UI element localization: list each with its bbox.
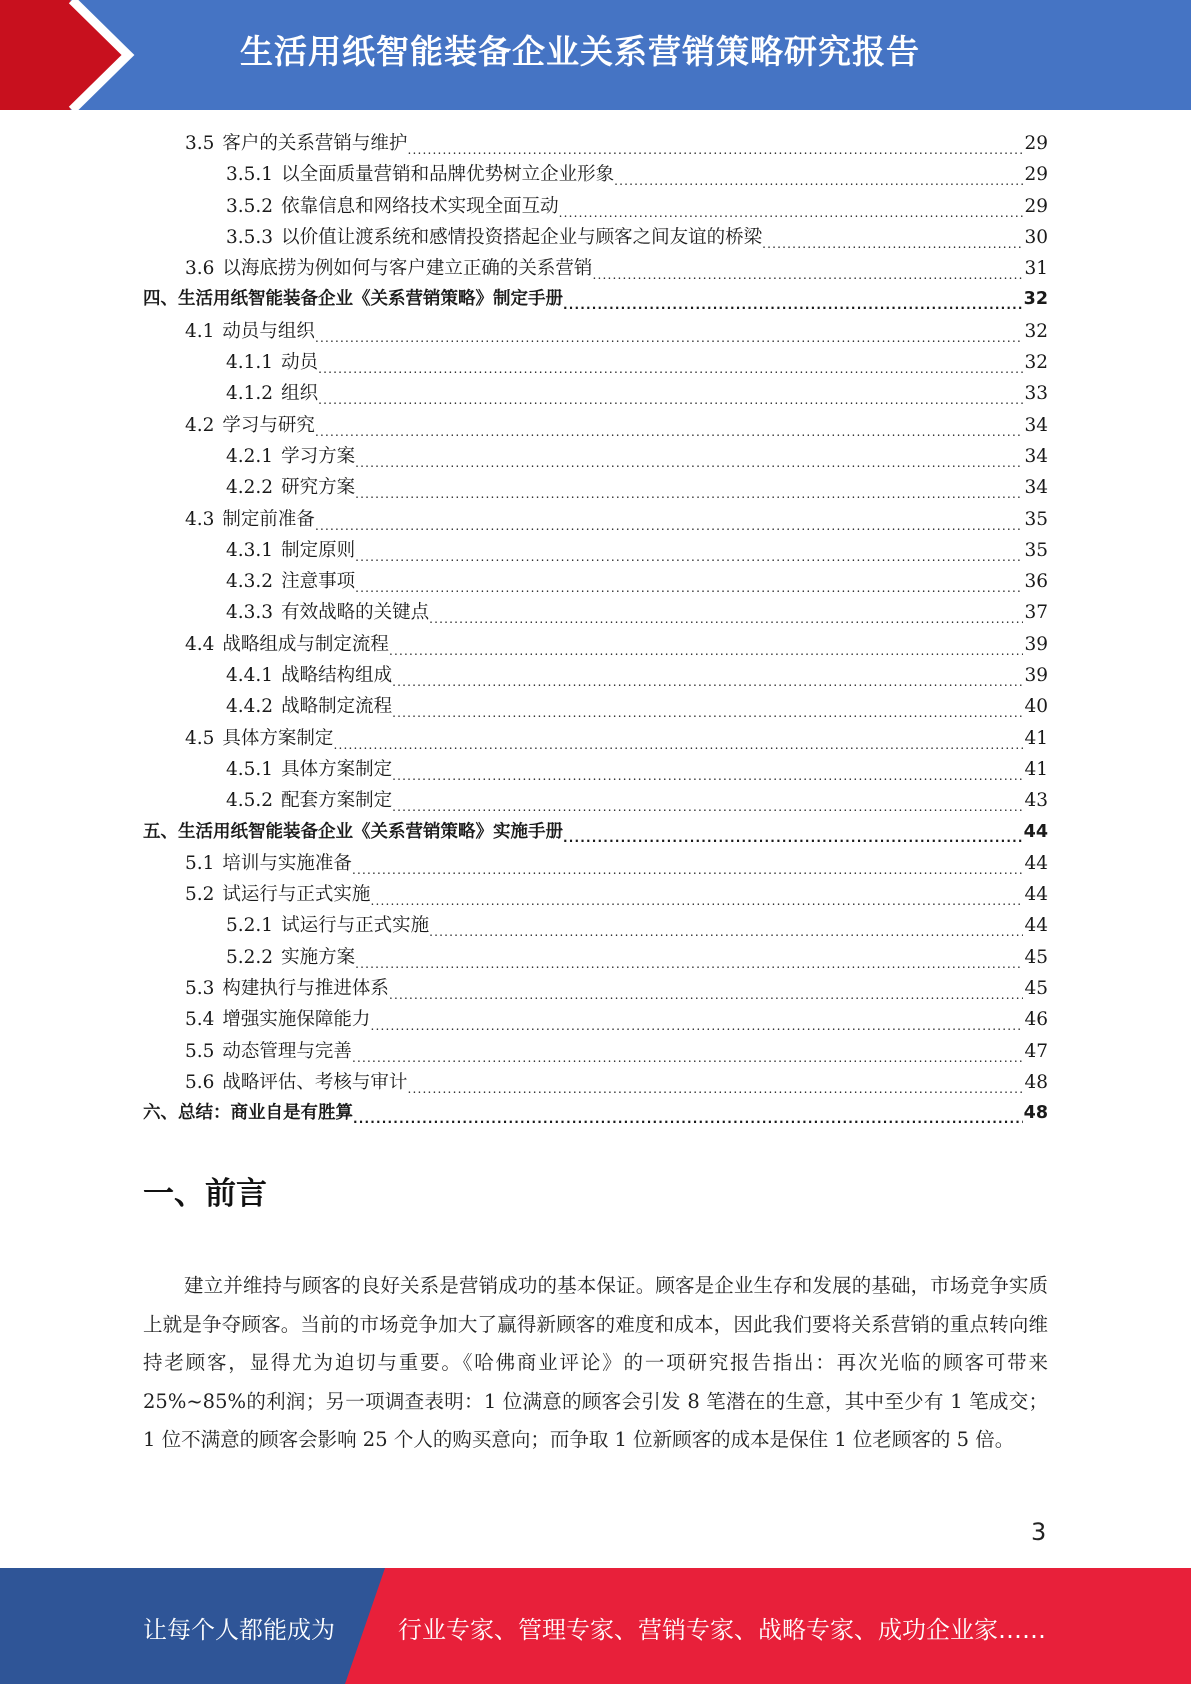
toc-entry[interactable] (143, 1098, 1048, 1129)
toc-entry-number: 5.2.1 (226, 915, 274, 937)
toc-entry-text: 注意事项 (281, 571, 356, 593)
toc-leader-dots (315, 321, 1024, 347)
toc-entry-page: 29 (1023, 159, 1048, 190)
toc-entry-text: 客户的关系营销与维护 (222, 133, 408, 154)
toc-entry-page: 32 (1023, 316, 1048, 347)
toc-entry[interactable] (143, 441, 1048, 472)
toc-entry-title (226, 942, 355, 973)
toc-leader-dots (614, 164, 1023, 190)
toc-entry-number: 3.5.2 (226, 195, 274, 217)
toc-leader-dots (389, 634, 1024, 660)
toc-entry-number: 3.5.1 (226, 164, 274, 186)
toc-entry[interactable] (143, 159, 1048, 190)
toc-entry[interactable] (143, 472, 1048, 503)
toc-entry[interactable] (143, 785, 1048, 816)
toc-entry-title (226, 754, 392, 785)
toc-entry-number: 4.3 (185, 508, 215, 530)
toc-entry-number: 5.6 (185, 1071, 215, 1093)
toc-entry-page: 32 (1023, 347, 1048, 378)
toc-entry-title (143, 1098, 353, 1129)
page-header (0, 0, 1191, 110)
toc-entry-text: 动员与组织 (222, 320, 315, 342)
toc-leader-dots (352, 853, 1024, 879)
toc-entry-text: 学习与研究 (222, 414, 315, 436)
toc-entry-number: 4.4 (185, 633, 215, 655)
toc-entry-page: 44 (1023, 910, 1048, 941)
toc-leader-dots (355, 571, 1023, 597)
toc-entry-title (185, 879, 370, 910)
toc-entry-number: 5.2.2 (226, 946, 274, 968)
toc-entry-text: 研究方案 (281, 477, 356, 499)
toc-entry-title (226, 159, 614, 190)
toc-entry-title (185, 629, 389, 660)
toc-leader-dots (563, 289, 1023, 315)
toc-entry-title (185, 1004, 370, 1035)
toc-entry-page: 39 (1023, 660, 1048, 691)
toc-entry-page: 45 (1023, 973, 1048, 1004)
toc-entry-page: 29 (1023, 128, 1048, 159)
toc-entry[interactable] (143, 410, 1048, 441)
toc-entry[interactable] (143, 754, 1048, 785)
toc-entry[interactable] (143, 378, 1048, 409)
toc-entry[interactable] (143, 817, 1048, 848)
toc-leader-dots (355, 446, 1023, 472)
toc-entry-title (226, 191, 559, 222)
toc-entry[interactable] (143, 222, 1048, 253)
toc-entry-text: 依靠信息和网络技术实现全面互动 (281, 195, 559, 217)
toc-entry-page: 34 (1023, 410, 1048, 441)
toc-entry-text: 以海底捞为例如何与客户建立正确的关系营销 (222, 258, 593, 280)
toc-entry-page: 33 (1023, 378, 1048, 409)
toc-entry-page: 43 (1023, 785, 1048, 816)
toc-entry[interactable] (143, 284, 1048, 315)
toc-entry-number: 3.6 (185, 258, 215, 280)
toc-entry-page: 44 (1023, 817, 1048, 848)
toc-entry-text: 四、生活用纸智能装备企业《关系营销策略》制定手册 (143, 289, 563, 310)
toc-entry-page: 37 (1023, 597, 1048, 628)
toc-entry[interactable] (143, 879, 1048, 910)
toc-leader-dots (370, 1009, 1023, 1035)
toc-entry[interactable] (143, 504, 1048, 535)
toc-entry-title (226, 597, 429, 628)
toc-entry-title (226, 691, 392, 722)
toc-entry-page: 48 (1023, 1098, 1048, 1129)
toc-leader-dots (315, 509, 1024, 535)
section-heading: 一、前言 (143, 1176, 267, 1212)
toc-entry[interactable] (143, 128, 1048, 159)
toc-entry-number: 4.4.2 (226, 696, 274, 718)
toc-entry-page: 36 (1023, 566, 1048, 597)
toc-entry-page: 34 (1023, 441, 1048, 472)
toc-entry[interactable] (143, 660, 1048, 691)
toc-entry[interactable] (143, 629, 1048, 660)
toc-leader-dots (318, 352, 1023, 378)
toc-entry-number: 5.2 (185, 884, 215, 906)
toc-entry[interactable] (143, 910, 1048, 941)
toc-leader-dots (392, 759, 1023, 785)
toc-entry-number: 4.2.1 (226, 445, 274, 467)
toc-entry-title (226, 378, 318, 409)
toc-entry[interactable] (143, 973, 1048, 1004)
page-number: 3 (1031, 1518, 1047, 1546)
toc-entry-page: 47 (1023, 1036, 1048, 1067)
toc-leader-dots (407, 133, 1023, 159)
toc-entry[interactable] (143, 1036, 1048, 1067)
toc-entry-title (185, 723, 333, 754)
toc-entry-page: 35 (1023, 504, 1048, 535)
toc-entry-text: 学习方案 (281, 445, 356, 467)
toc-leader-dots (392, 665, 1023, 691)
toc-entry-text: 动员 (281, 352, 319, 374)
toc-entry[interactable] (143, 1067, 1048, 1098)
toc-entry-number: 4.1.2 (226, 383, 274, 405)
toc-entry-page: 32 (1023, 284, 1048, 315)
toc-entry[interactable] (143, 597, 1048, 628)
toc-entry-title (185, 1036, 352, 1067)
toc-entry-number: 4.3.3 (226, 602, 274, 624)
toc-entry-title (226, 660, 392, 691)
toc-entry-page: 44 (1023, 848, 1048, 879)
toc-entry-page: 34 (1023, 472, 1048, 503)
toc-entry-title (185, 253, 592, 284)
toc-entry-page: 31 (1023, 253, 1048, 284)
toc-entry-text: 战略制定流程 (281, 696, 393, 718)
toc-entry-title (143, 284, 563, 315)
toc-leader-dots (355, 540, 1023, 566)
toc-leader-dots (353, 1103, 1023, 1129)
toc-leader-dots (559, 196, 1024, 222)
toc-leader-dots (592, 258, 1023, 284)
toc-entry-number: 4.5.1 (226, 758, 274, 780)
toc-leader-dots (355, 947, 1023, 973)
toc-entry-number: 4.5 (185, 727, 215, 749)
toc-leader-dots (429, 915, 1023, 941)
toc-entry-text: 具体方案制定 (281, 758, 393, 780)
toc-entry-number: 4.4.1 (226, 665, 274, 687)
toc-entry-page: 29 (1023, 191, 1048, 222)
toc-entry-title (226, 472, 355, 503)
toc-entry-page: 41 (1023, 754, 1048, 785)
toc-entry-text: 以全面质量营销和品牌优势树立企业形象 (281, 164, 615, 186)
toc-entry-number: 4.2 (185, 414, 215, 436)
header-title: 生活用纸智能装备企业关系营销策略研究报告 (240, 32, 920, 71)
toc-entry[interactable] (143, 347, 1048, 378)
toc-entry-text: 培训与实施准备 (222, 852, 352, 874)
toc-entry-page: 44 (1023, 879, 1048, 910)
toc-entry-number: 3.5.3 (226, 226, 274, 248)
toc-entry-number: 5.5 (185, 1040, 215, 1062)
toc-entry-text: 实施方案 (281, 946, 356, 968)
section-paragraph: 建立并维持与顾客的良好关系是营销成功的基本保证。顾客是企业生存和发展的基础，市场竞争实质上就是争夺顾客。当前的市场竞争加大了赢得新顾客的难度和成本，因此我们要将关系营销的重点转向维持老顾客，显得尤为迫切与重要。《哈佛商业评论》的一项研究报告指出：再次光临的顾客可带来 25%~85%的利润；另一项调查表明：1 位满意的顾客会引发 8 笔潜在的生意，其中至少有 1 笔成交；1 位不满意的顾客会影响 25 个人的购买意向；而争取 1 位新顾客的成本是保住 1 位老顾客的 5 倍。 (143, 1274, 1048, 1451)
toc-entry-page: 48 (1023, 1067, 1048, 1098)
toc-entry-text: 五、生活用纸智能装备企业《关系营销策略》实施手册 (143, 821, 563, 842)
toc-entry-number: 4.3.2 (226, 571, 274, 593)
toc-leader-dots (392, 696, 1023, 722)
toc-leader-dots (762, 227, 1023, 253)
toc-entry-page: 40 (1023, 691, 1048, 722)
toc-entry-title (185, 1067, 407, 1098)
toc-entry[interactable] (143, 535, 1048, 566)
toc-leader-dots (355, 477, 1023, 503)
toc-leader-dots (429, 602, 1023, 628)
toc-leader-dots (352, 1041, 1024, 1067)
toc-entry-title (226, 910, 429, 941)
toc-entry-number: 5.4 (185, 1009, 215, 1031)
toc-entry[interactable] (143, 723, 1048, 754)
footer-slogan-left: 让每个人都能成为 (143, 1616, 335, 1644)
toc-entry-text: 制定前准备 (222, 508, 315, 530)
toc-entry-title (185, 128, 407, 159)
toc-entry-text: 增强实施保障能力 (222, 1009, 371, 1031)
toc-entry-text: 以价值让渡系统和感情投资搭起企业与顾客之间友谊的桥梁 (281, 226, 763, 248)
toc-entry-title (185, 316, 315, 347)
toc-leader-dots (563, 822, 1023, 848)
toc-entry-title (185, 410, 315, 441)
toc-entry-page: 46 (1023, 1004, 1048, 1035)
toc-entry[interactable] (143, 253, 1048, 284)
toc-leader-dots (318, 383, 1023, 409)
header-chevron-decoration (0, 0, 160, 110)
toc-entry-text: 配套方案制定 (281, 790, 393, 812)
toc-entry[interactable] (143, 316, 1048, 347)
toc-entry[interactable] (143, 1004, 1048, 1035)
toc-leader-dots (370, 884, 1023, 910)
footer-slogan-right: 行业专家、管理专家、营销专家、战略专家、成功企业家…… (398, 1616, 1046, 1644)
toc-entry-title (226, 785, 392, 816)
toc-entry-text: 试运行与正式实施 (281, 915, 430, 937)
toc-entry-text: 组织 (281, 383, 319, 405)
toc-entry-text: 试运行与正式实施 (222, 884, 371, 906)
toc-entry-number: 4.1.1 (226, 352, 274, 374)
toc-entry-text: 动态管理与完善 (222, 1040, 352, 1062)
toc-entry-title (185, 973, 389, 1004)
toc-entry-number: 5.3 (185, 978, 215, 1000)
toc-entry-number: 5.1 (185, 852, 215, 874)
toc-entry[interactable] (143, 566, 1048, 597)
toc-entry-title (226, 535, 355, 566)
toc-entry-text: 战略评估、考核与审计 (222, 1071, 408, 1093)
toc-leader-dots (333, 728, 1023, 754)
toc-entry-text: 战略组成与制定流程 (222, 633, 389, 655)
toc-entry-title (143, 817, 563, 848)
toc-entry-page: 45 (1023, 942, 1048, 973)
toc-entry-title (226, 222, 762, 253)
toc-entry-text: 六、总结：商业自是有胜算 (143, 1103, 353, 1124)
toc-entry-number: 3.5 (185, 133, 215, 154)
page-footer (0, 1568, 1191, 1684)
toc-entry-page: 41 (1023, 723, 1048, 754)
table-of-contents (143, 128, 1048, 1130)
toc-entry-number: 4.3.1 (226, 539, 274, 561)
toc-leader-dots (315, 415, 1024, 441)
toc-entry-title (226, 347, 318, 378)
toc-entry-number: 4.2.2 (226, 477, 274, 499)
toc-entry-title (185, 848, 352, 879)
toc-entry-page: 30 (1023, 222, 1048, 253)
toc-entry-text: 具体方案制定 (222, 727, 334, 749)
toc-entry-text: 构建执行与推进体系 (222, 978, 389, 1000)
toc-entry-title (185, 504, 315, 535)
toc-entry[interactable] (143, 691, 1048, 722)
toc-leader-dots (407, 1072, 1023, 1098)
toc-entry-number: 4.5.2 (226, 790, 274, 812)
toc-entry-text: 制定原则 (281, 539, 356, 561)
toc-entry[interactable] (143, 191, 1048, 222)
toc-leader-dots (389, 978, 1024, 1004)
toc-entry-page: 39 (1023, 629, 1048, 660)
toc-entry-text: 战略结构组成 (281, 665, 393, 687)
toc-entry-page: 35 (1023, 535, 1048, 566)
toc-entry-text: 有效战略的关键点 (281, 602, 430, 624)
toc-entry[interactable] (143, 942, 1048, 973)
toc-entry-title (226, 441, 355, 472)
toc-entry-title (226, 566, 355, 597)
toc-entry[interactable] (143, 848, 1048, 879)
toc-leader-dots (392, 790, 1023, 816)
toc-entry-number: 4.1 (185, 320, 215, 342)
